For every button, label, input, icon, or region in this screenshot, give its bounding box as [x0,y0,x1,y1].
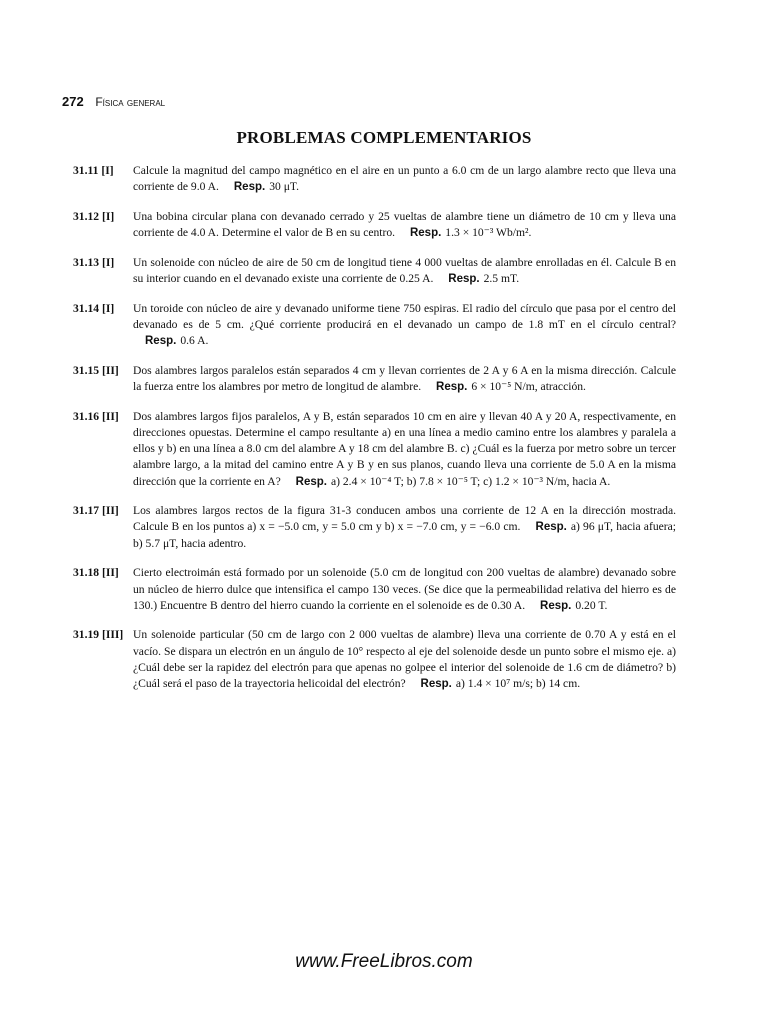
problem-answer: a) 2.4 × 10⁻⁴ T; b) 7.8 × 10⁻⁵ T; c) 1.2 × 10⁻³ N/m, hacia A. [330,474,611,488]
resp-label: Resp. [448,273,480,286]
problem-answer: a) 96 μT, hacia afuera; b) 5.7 μT, hacia adentro. [133,520,676,550]
problem-list [73,163,676,706]
problem-number: 31.19 [III] [73,628,124,642]
problem-answer: 2.5 mT. [483,272,520,286]
problem-text [133,565,676,614]
problem-item [73,503,676,552]
resp-label: Resp. [233,181,266,194]
problem-number: 31.17 [II] [73,504,119,518]
problem-statement: Un solenoide con núcleo de aire de 50 cm de longitud tiene 4 000 vueltas de alambre enrolladas en él. Calcule B en su interior cuando en el devanado existe una corriente de 0.25 A. [133,255,676,286]
problem-statement: Una bobina circular plana con devanado cerrado y 25 vueltas de alambre tiene un diámetro de 10 cm y lleva una corriente de 4.0 A. Determine el valor de B en su centro. [133,209,676,240]
problem-item [73,627,676,692]
resp-label: Resp. [409,227,442,240]
running-title: Física general [95,95,166,109]
resp-label: Resp. [145,335,177,348]
problem-item [73,255,676,287]
resp-label: Resp. [436,381,468,394]
resp-label: Resp. [535,521,567,534]
problem-text [133,255,676,287]
problem-answer: a) 1.4 × 10⁷ m/s; b) 14 cm. [455,677,581,691]
problem-number: 31.12 [I] [73,209,115,223]
problem-text [133,503,676,552]
problem-item [73,565,676,614]
problem-text [133,409,676,490]
problem-number: 31.16 [II] [73,409,119,423]
section-title: PROBLEMAS COMPLEMENTARIOS [236,128,532,147]
problem-answer: 0.6 A. [180,334,209,348]
problem-item [73,209,676,241]
resp-label: Resp. [540,599,572,612]
problem-statement: Un toroide con núcleo de aire y devanado uniforme tiene 750 espiras. El radio del círculo que pasa por el centro del devanado es de 5 cm. ¿Qué corriente producirá en el devanado un campo de 1.8 mT en el círculo central? [133,301,676,331]
problem-text [133,209,676,241]
problem-number: 31.11 [I] [73,164,114,177]
problem-answer: 1.3 × 10⁻³ Wb/m². [445,226,532,240]
problem-number: 31.15 [II] [73,363,119,377]
problem-item [73,409,676,490]
problem-answer: 6 × 10⁻⁵ N/m, atracción. [471,380,586,394]
resp-label: Resp. [420,678,452,691]
problem-number: 31.14 [I] [73,301,115,315]
problem-text [133,163,676,195]
problem-item [73,163,676,195]
problem-text [133,363,676,395]
problem-statement: Calcule la magnitud del campo magnético en el aire en un punto a 6.0 cm de un largo alambre recto que lleva una corriente de 9.0 A. [133,164,676,194]
resp-label: Resp. [295,475,327,488]
problem-text [133,301,676,350]
problem-answer: 30 μT. [269,180,300,194]
running-header [62,94,165,109]
problem-statement: Dos alambres largos paralelos están separados 4 cm y llevan corrientes de 2 A y 6 A en la misma dirección. Calcule la fuerza entre los alambres por metro de longitud de alambre. [133,363,676,394]
problem-number: 31.13 [I] [73,255,115,269]
problem-statement: Un solenoide particular (50 cm de largo con 2 000 vueltas de alambre) lleva una corriente de 0.70 A y está en el vacío. Se dispara un electrón en un ángulo de 10° respecto al eje del solenoide desde un punto sobre el mismo eje. a) ¿Cuál debe ser la rapidez del electrón para que apenas no golpee el interior del solenoide de 1.6 cm de diámetro? b) ¿Cuál será el paso de la trayectoria helicoidal del electrón? [133,628,676,691]
problem-statement: Cierto electroimán está formado por un solenoide (5.0 cm de longitud con 200 vueltas de alambre) devanado sobre un núcleo de hierro dulce que intensifica el campo 130 veces. (Se dice que la permeabilidad relativa del hierro es de 130.) Encuentre B dentro del hierro cuando la corriente en el solenoide es de 0.30 A. [133,566,676,612]
problem-text [133,627,676,692]
page-number: 272 [62,94,84,109]
footer-watermark: www.FreeLibros.com [295,951,473,972]
problem-item [73,363,676,395]
problem-statement: Los alambres largos rectos de la figura 31-3 conducen ambos una corriente de 12 A en la dirección mostrada. Calcule B en los puntos a) x = −5.0 cm, y = 5.0 cm y b) x = −7.0 cm, y = −6.0 cm. [133,504,676,534]
problem-number: 31.18 [II] [73,566,119,580]
problem-statement: Dos alambres largos fijos paralelos, A y B, están separados 10 cm en aire y llevan 40 A y 20 A, respectivamente, en direcciones opuestas. Determine el campo resultante a) en una línea a medio camino entre los alambres y paralela a ellos y b) en una línea a 8.0 cm del alambre A y 18 cm del alambre B. c) ¿Cuál es la fuerza por metro sobre un tercer alambre largo, a la mitad del camino entre A y B y en sus planos, cuando lleva una corriente de 5.0 A en la misma dirección que la corriente en A? [133,409,676,488]
problem-answer: 0.20 T. [575,598,608,612]
problem-item [73,301,676,350]
